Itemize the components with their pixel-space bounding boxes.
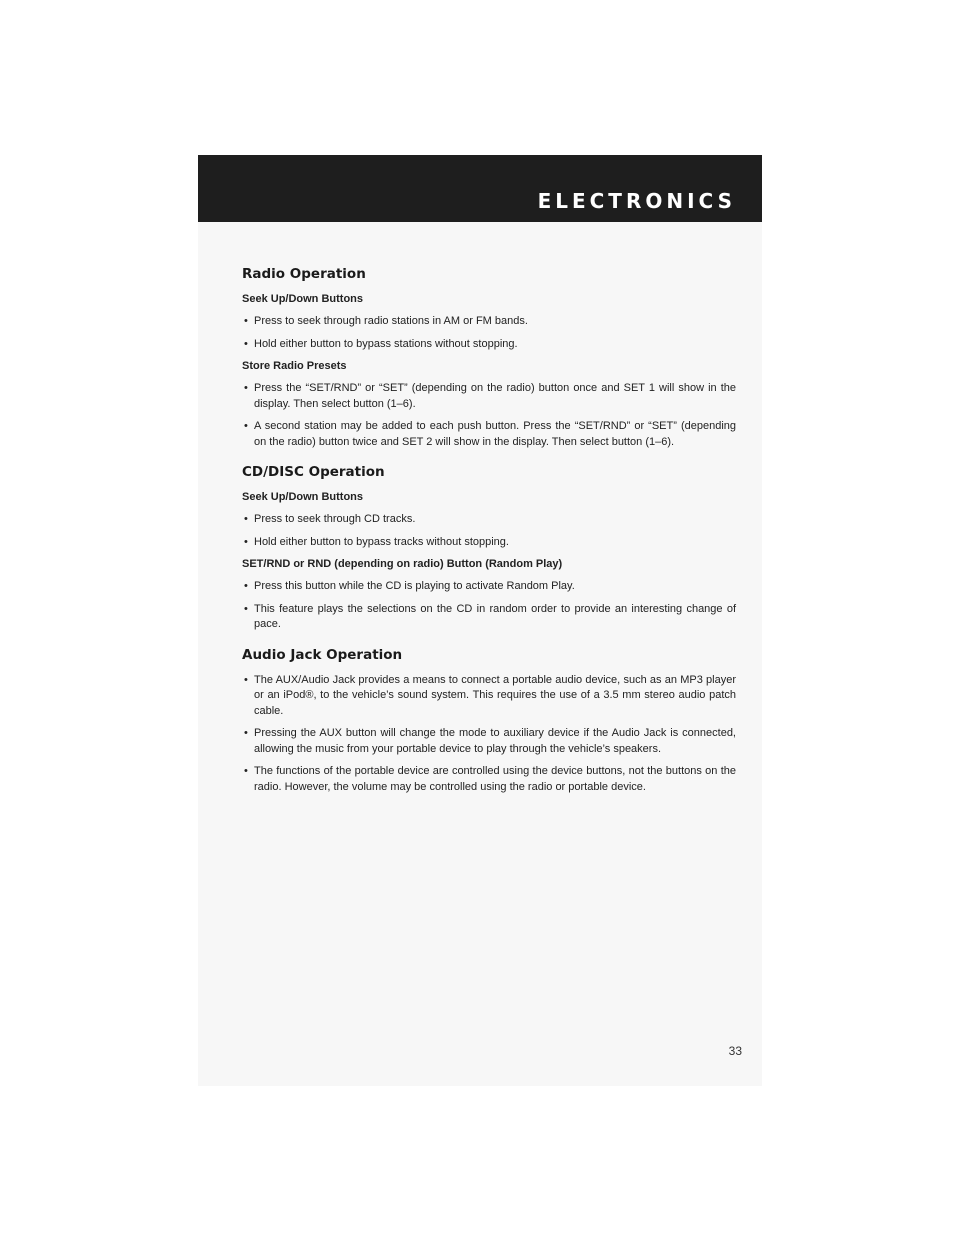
bullet-list xyxy=(242,512,736,550)
bullet-list xyxy=(242,673,736,796)
list-item-text: Pressing the AUX button will change the mode to auxiliary device if the Audio Jack is connected, allowing the music from your portable device to play through the vehicle’s speakers. xyxy=(254,727,736,755)
list-item xyxy=(242,512,736,528)
bullet-icon: • xyxy=(244,580,248,592)
heading-audio-jack-operation: Audio Jack Operation xyxy=(242,646,403,663)
bullet-icon: • xyxy=(244,727,248,739)
list-item-text: Press to seek through CD tracks. xyxy=(254,513,416,525)
bullet-icon: • xyxy=(244,535,248,548)
list-item xyxy=(242,419,736,450)
list-item xyxy=(242,579,736,595)
manual-page xyxy=(198,155,762,1086)
subheading-random-play: SET/RND or RND (depending on radio) Button (Random Play) xyxy=(242,558,563,570)
heading-cd-disc-operation: CD/DISC Operation xyxy=(242,464,385,480)
list-item-text: A second station may be added to each push button. Press the “SET/RND” or “SET” (depending on the radio) button twice and SET 2 will show in the display. Then select button (1–6). xyxy=(254,420,736,448)
bullet-icon: • xyxy=(244,315,248,327)
list-item-text: Hold either button to bypass tracks without stopping. xyxy=(254,535,509,548)
list-item-text: The functions of the portable device are controlled using the device buttons, not the buttons on the radio. However, the volume may be controlled using the radio or portable device. xyxy=(254,765,736,793)
bullet-icon: • xyxy=(244,765,248,777)
list-item xyxy=(242,673,736,720)
bullet-icon: • xyxy=(244,420,248,432)
bullet-icon: • xyxy=(244,673,248,686)
subheading-seek-buttons: Seek Up/Down Buttons xyxy=(242,491,364,503)
list-item xyxy=(242,337,736,353)
header-bar xyxy=(198,155,762,222)
subheading-seek-buttons: Seek Up/Down Buttons xyxy=(242,293,364,305)
subheading-store-presets: Store Radio Presets xyxy=(242,360,347,372)
list-item xyxy=(242,764,736,795)
list-item-text: Press to seek through radio stations in AM or FM bands. xyxy=(254,315,528,327)
list-item-text: Press the “SET/RND” or “SET” (depending on the radio) button once and SET 1 will show in the display. Then select button (1–6). xyxy=(254,382,736,410)
list-item-text: The AUX/Audio Jack provides a means to connect a portable audio device, such as an MP3 player or an iPod®, to the vehicle’s sound system. This requires the use of a 3.5 mm stereo audio patch cable. xyxy=(254,673,736,717)
list-item-text: Hold either button to bypass stations without stopping. xyxy=(254,337,518,350)
bullet-icon: • xyxy=(244,337,248,350)
list-item xyxy=(242,535,736,551)
bullet-icon: • xyxy=(244,513,248,525)
bullet-list xyxy=(242,579,736,633)
section-title: ELECTRONICS xyxy=(537,189,736,213)
list-item xyxy=(242,602,736,633)
list-item-text: Press this button while the CD is playing to activate Random Play. xyxy=(254,580,575,592)
page-content xyxy=(242,265,736,802)
bullet-list xyxy=(242,381,736,450)
page-number: 33 xyxy=(728,1044,742,1058)
bullet-icon: • xyxy=(244,382,248,394)
list-item xyxy=(242,726,736,757)
list-item xyxy=(242,381,736,412)
bullet-icon: • xyxy=(244,602,248,615)
list-item xyxy=(242,314,736,330)
list-item-text: This feature plays the selections on the CD in random order to provide an interesting change of pace. xyxy=(254,602,736,630)
heading-radio-operation: Radio Operation xyxy=(242,266,366,282)
bullet-list xyxy=(242,314,736,352)
